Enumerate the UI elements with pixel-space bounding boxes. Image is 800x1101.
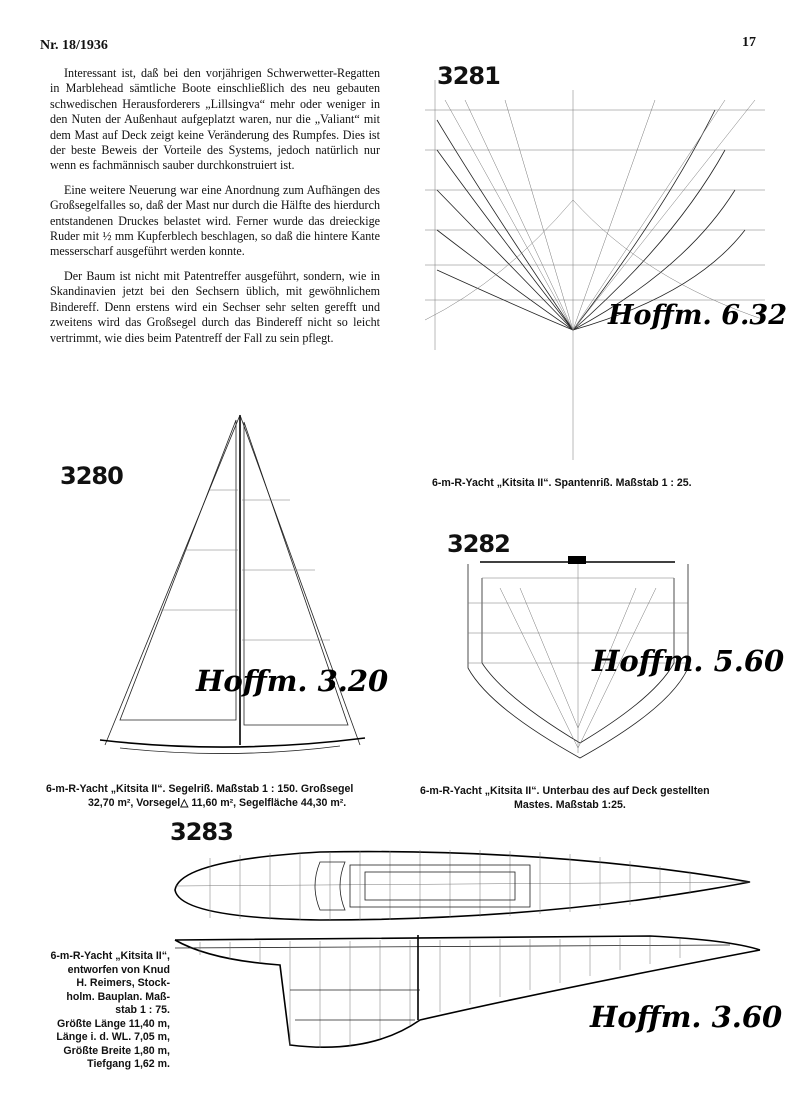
annotation-3283: Hoffm. 3.60 [590, 1000, 783, 1034]
caption-spantenriss: 6-m-R-Yacht „Kitsita II“. Spantenriß. Maßstab 1 : 25. [432, 477, 692, 489]
issue-number: Nr. 18/1936 [40, 38, 108, 53]
caption-bauplan [20, 950, 170, 1072]
figure-number-3282: 3282 [447, 530, 510, 558]
caption-line: holm. Bauplan. Maß- [66, 990, 170, 1003]
caption-line: Länge i. d. WL. 7,05 m, [56, 1031, 170, 1043]
segelriss-drawing [90, 410, 370, 765]
figure-number-3283: 3283 [170, 818, 233, 846]
bauplan-drawing [170, 840, 770, 1085]
caption-line: Tiefgang 1,62 m. [87, 1058, 170, 1070]
spantenriss-drawing [425, 80, 770, 465]
figure-number-3281: 3281 [437, 62, 500, 90]
page-number: 17 [742, 35, 756, 50]
annotation-3281: Hoffm. 6.32 [608, 300, 787, 331]
caption-unterbau-2: Mastes. Maßstab 1:25. [514, 799, 626, 811]
article-text [50, 66, 380, 355]
figure-number-3280: 3280 [60, 462, 123, 490]
paragraph: Interessant ist, daß bei den vorjährigen Schwerwetter-Regatten in Marblehead sämtliche Boote einschließlich des neu gebauten schwedischen Herausforderers „Lillsingva“ mehr oder weniger in den Nuten der Außenhaut aufgeplatzt waren, nur die „Valiant“ mit dem Mast auf Deck zeigt keine Veränderung des Rumpfes. Dies ist der beste Beweis der Vorteile des Systems, jedoch natürlich nur wenn es fachmännisch sauber durchkonstruiert ist. [50, 66, 380, 173]
caption-line: stab 1 : 75. [115, 1004, 170, 1016]
paragraph: Der Baum ist nicht mit Patentreffer ausgeführt, sondern, wie in Skandinavien jetzt bei den Sechsern üblich, mit gewöhnlichem Bindereff. Denn erstens wird ein Sechser sehr selten gerefft und zweitens wird das Großsegel durch das Bindereff nicht so leicht vertrimmt, wie dies beim Patentreff der Fall zu sein pflegt. [50, 268, 380, 345]
caption-unterbau-1: 6-m-R-Yacht „Kitsita II“. Unterbau des auf Deck gestellten [420, 785, 710, 797]
caption-line: entworfen von Knud [67, 963, 170, 976]
caption-line: Größte Breite 1,80 m, [63, 1044, 170, 1057]
caption-line: H. Reimers, Stock- [76, 977, 170, 989]
caption-segelriss-1: 6-m-R-Yacht „Kitsita II“. Segelriß. Maßstab 1 : 150. Großsegel [46, 783, 354, 795]
paragraph: Eine weitere Neuerung war eine Anordnung zum Aufhängen des Großsegelfalles so, daß der Mast nur durch die Hälfte des hierdurch entstandenen Druckes belastet wird. Ferner wurde das dreieckige Ruder mit ½ mm Kupferblech beschlagen, so daß die hintere Kante messerscharf ausgeführt werden konnte. [50, 182, 380, 259]
annotation-3280: Hoffm. 3.20 [196, 664, 389, 698]
caption-segelriss-2: 32,70 m², Vorsegel△ 11,60 m², Segelfläche 44,30 m². [88, 797, 347, 809]
caption-line: 6-m-R-Yacht „Kitsita II“, [50, 950, 170, 962]
annotation-3282: Hoffm. 5.60 [592, 644, 785, 678]
caption-line: Größte Länge 11,40 m, [56, 1017, 170, 1030]
